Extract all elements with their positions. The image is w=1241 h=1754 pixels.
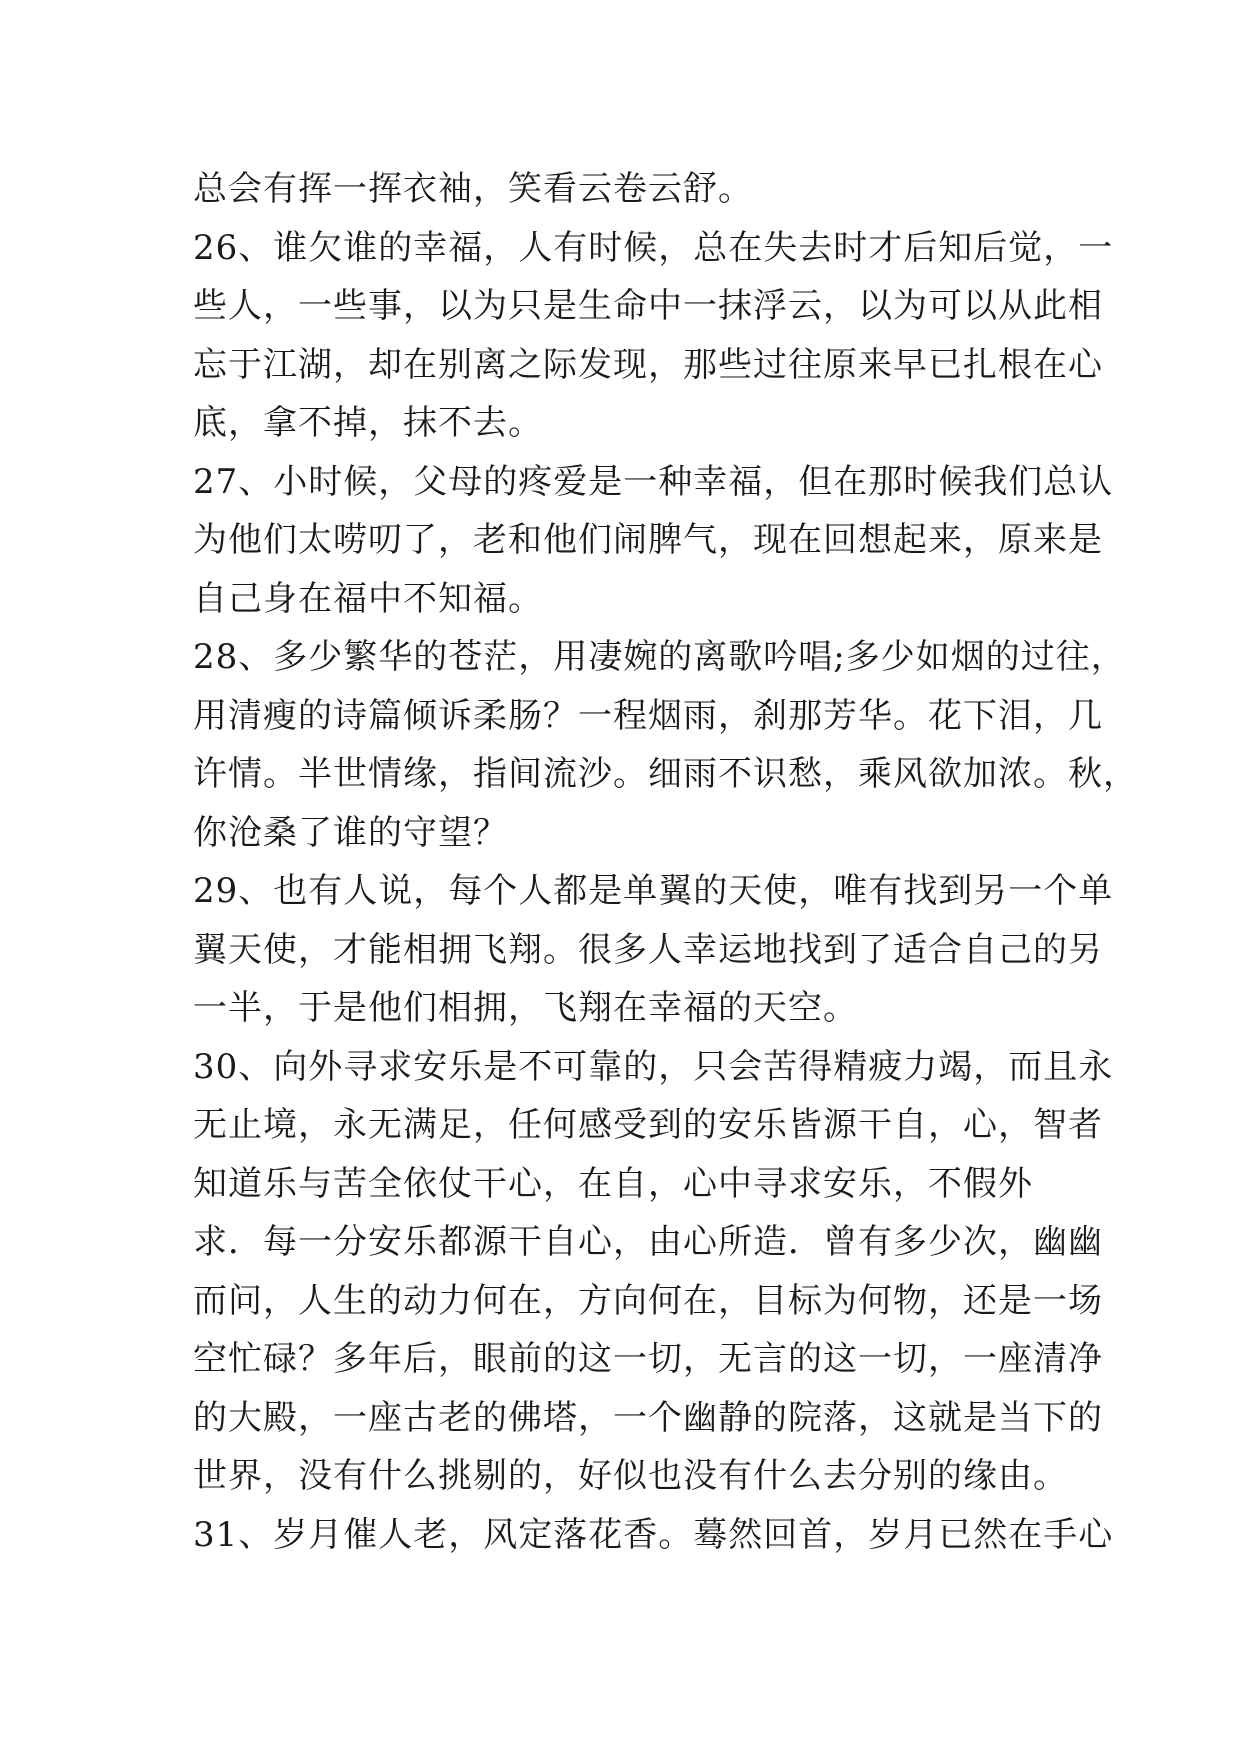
text-line: 28、多少繁华的苍茫，用凄婉的离歌吟唱;多少如烟的过往， bbox=[193, 637, 1126, 677]
text-line: 些人，一些事，以为只是生命中一抹浮云，以为可以从此相 bbox=[193, 286, 1103, 326]
text-line: 29、也有人说，每个人都是单翼的天使，唯有找到另一个单 bbox=[193, 871, 1114, 911]
text-line: 30、向外寻求安乐是不可靠的，只会苦得精疲力竭，而且永 bbox=[193, 1046, 1114, 1087]
text-line: 一半，于是他们相拥，飞翔在幸福的天空。 bbox=[193, 988, 858, 1028]
text-line: 翼天使，才能相拥飞翔。很多人幸运地找到了适合自己的另 bbox=[193, 929, 1103, 970]
text-line: 空忙碌？多年后，眼前的这一切，无言的这一切，一座清净 bbox=[193, 1339, 1103, 1379]
text-line: 为他们太唠叨了，老和他们闹脾气，现在回想起来，原来是 bbox=[193, 520, 1103, 560]
text-line: 总会有挥一挥衣袖，笑看云卷云舒。 bbox=[193, 169, 753, 209]
text-line: 无止境，永无满足，任何感受到的安乐皆源干自，心，智者 bbox=[193, 1105, 1103, 1145]
text-line: 底，拿不掉，抹不去。 bbox=[193, 403, 543, 443]
text-line: 知道乐与苦全依仗干心，在自，心中寻求安乐，不假外 bbox=[193, 1163, 1033, 1204]
text-line: 世界，没有什么挑剔的，好似也没有什么去分别的缘由。 bbox=[193, 1456, 1068, 1496]
text-line: 许情。半世情缘，指间流沙。细雨不识愁，乘风欲加浓。秋， bbox=[193, 754, 1138, 794]
text-line: 26、谁欠谁的幸福，人有时候，总在失去时才后知后觉，一 bbox=[193, 227, 1114, 268]
body-text bbox=[193, 160, 1138, 1564]
text-line: 你沧桑了谁的守望？ bbox=[193, 812, 508, 853]
text-line: 27、小时候，父母的疼爱是一种幸福，但在那时候我们总认 bbox=[193, 461, 1114, 502]
text-line: 而问，人生的动力何在，方向何在，目标为何物，还是一场 bbox=[193, 1280, 1103, 1321]
text-line: 31、岁月催人老，风定落花香。蓦然回首，岁月已然在手心 bbox=[193, 1514, 1114, 1555]
text-line: 的大殿，一座古老的佛塔，一个幽静的院落，这就是当下的 bbox=[193, 1397, 1103, 1438]
text-line: 求．每一分安乐都源干自心，由心所造．曾有多少次，幽幽 bbox=[193, 1222, 1103, 1262]
text-line: 自己身在福中不知福。 bbox=[193, 578, 543, 619]
text-line: 忘于江湖，却在别离之际发现，那些过往原来早已扎根在心 bbox=[193, 344, 1103, 385]
text-line: 用清瘦的诗篇倾诉柔肠？一程烟雨，刹那芳华。花下泪，几 bbox=[193, 695, 1103, 736]
